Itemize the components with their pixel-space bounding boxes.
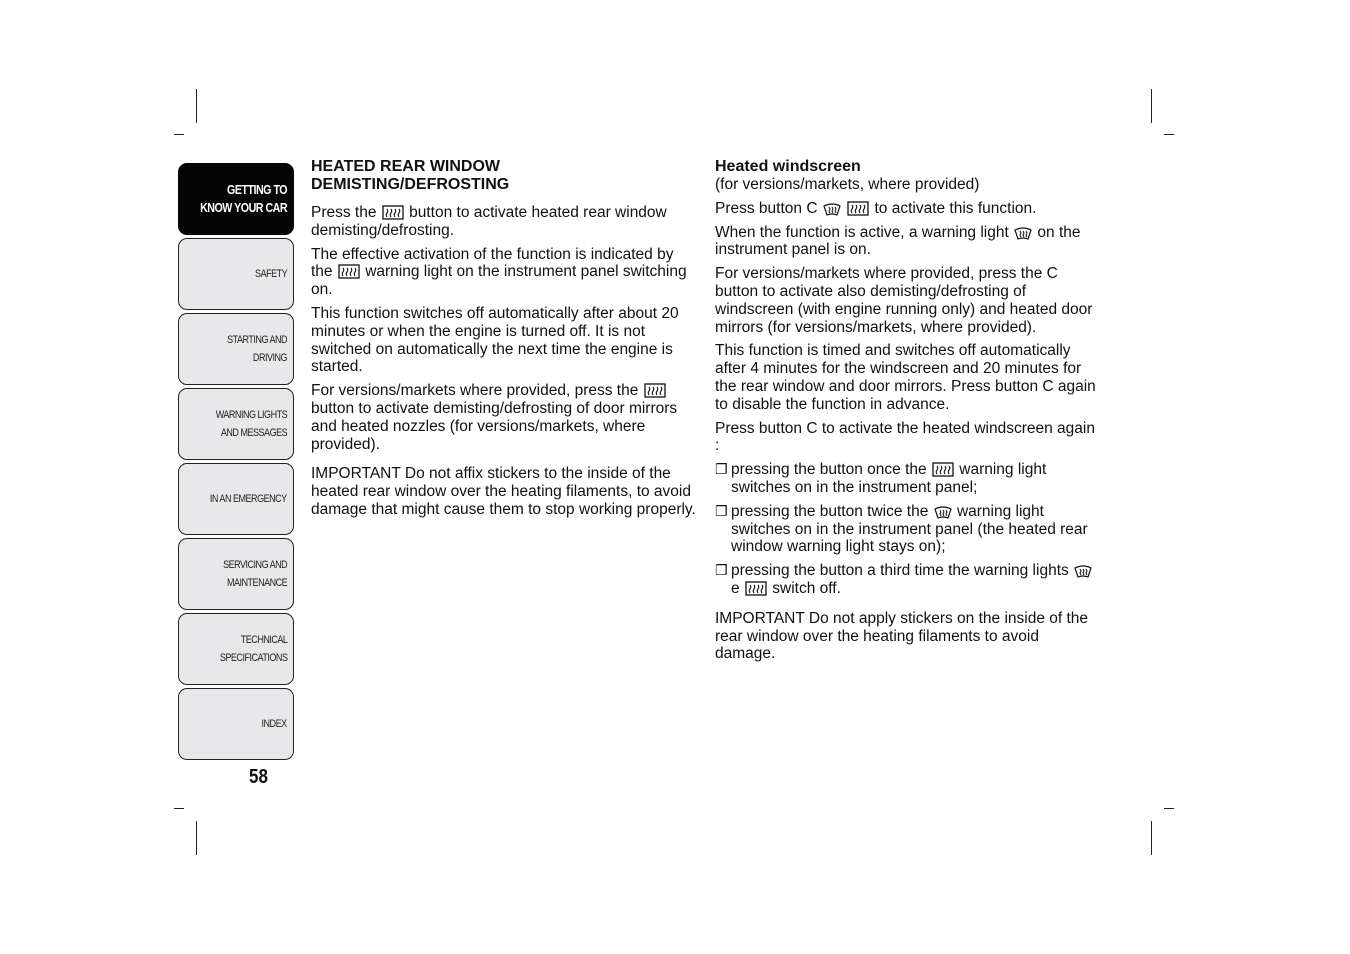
tab-label: GETTING TO KNOW YOUR CAR [200,182,287,215]
crop-mark [1151,89,1152,123]
paragraph: This function switches off automatically after about 20 minutes or when the engine is turned off. It is not switched on automatically the next time the engine is started. [311,304,679,376]
rear-defrost-icon [932,462,954,477]
rear-defrost-icon [745,581,767,596]
tab-index[interactable] [178,688,294,760]
windscreen-defrost-icon [934,506,952,519]
tab-warning-lights[interactable] [178,388,294,460]
paragraph: For versions/markets where provided, press the C button to activate also demisting/defrosting of windscreen (with engine running only) and heated door mirrors (for versions/markets, where provided). [715,265,1093,336]
tab-label: STARTING AND DRIVING [227,334,287,364]
tab-label: TECHNICAL SPECIFICATIONS [219,634,287,664]
tab-technical-specifications[interactable] [178,613,294,685]
list-item: ❒ pressing the button a third time the warning lights e switch off. [715,562,1100,598]
left-column [311,158,696,525]
crop-mark [196,89,197,123]
tab-in-an-emergency[interactable] [178,463,294,535]
tab-label: SERVICING AND MAINTENANCE [222,559,287,589]
tab-label: INDEX [261,718,287,730]
crop-mark [196,821,197,855]
tab-getting-to-know-your-car[interactable] [178,163,294,235]
paragraph: Press the button to activate heated rear window demisting/defrosting. [311,204,667,239]
crop-mark [1151,821,1152,855]
bullet-box: ❒ [715,461,728,478]
paragraph: For versions/markets where provided, press the button to activate demisting/defrosting of door mirrors and heated nozzles (for versions/markets, where provided). [311,382,678,453]
rear-defrost-icon [644,383,666,398]
paragraph: Press button C to activate this function. [715,199,1037,217]
section-heading: HEATED REAR WINDOW DEMISTING/DEFROSTING [311,158,510,193]
paragraph: The effective activation of the function is indicated by the warning light on the instrument panel switching on. [311,245,687,299]
windscreen-defrost-icon [1014,227,1032,240]
rear-defrost-icon [382,205,404,220]
list-item: ❒ pressing the button twice the warning light switches on in the instrument panel (the heated rear window warning light stays on); [715,502,1088,556]
important-note: IMPORTANT Do not apply stickers on the inside of the rear window over the heating filaments to avoid damage. [715,609,1089,663]
tab-starting-and-driving[interactable] [178,313,294,385]
rear-defrost-icon [338,264,360,279]
paragraph: This function is timed and switches off automatically after 4 minutes for the windscreen and 20 minutes for the rear window and door mirrors. Press button C again to disable the function in advance. [715,342,1096,413]
tab-label: SAFETY [254,268,287,280]
crop-mark [174,808,184,809]
bullet-box: ❒ [715,562,728,579]
important-note: IMPORTANT Do not affix stickers to the inside of the heated rear window over the heating filaments, to avoid damage that might cause them to stop working properly. [311,465,696,518]
list-item: ❒ pressing the button once the warning light switches on in the instrument panel; [715,461,1047,496]
right-column [715,158,1100,669]
paragraph: When the function is active, a warning light on the instrument panel is on. [715,223,1081,259]
crop-mark [1164,134,1174,135]
windscreen-defrost-icon [823,203,841,216]
rear-defrost-icon [847,201,869,216]
crop-mark [174,134,184,135]
windscreen-defrost-icon [1074,565,1092,578]
page-number: 58 [249,766,268,788]
bullet-box: ❒ [715,502,728,519]
crop-mark [1164,808,1174,809]
tab-safety[interactable] [178,238,294,310]
tab-servicing-and-maintenance[interactable] [178,538,294,610]
section-heading: Heated windscreen [715,158,861,175]
tab-label: IN AN EMERGENCY [210,493,287,505]
paragraph: Press button C to activate the heated windscreen again : [715,419,1095,455]
subheading: (for versions/markets, where provided) [715,176,980,193]
tab-label: WARNING LIGHTS AND MESSAGES [215,409,287,439]
